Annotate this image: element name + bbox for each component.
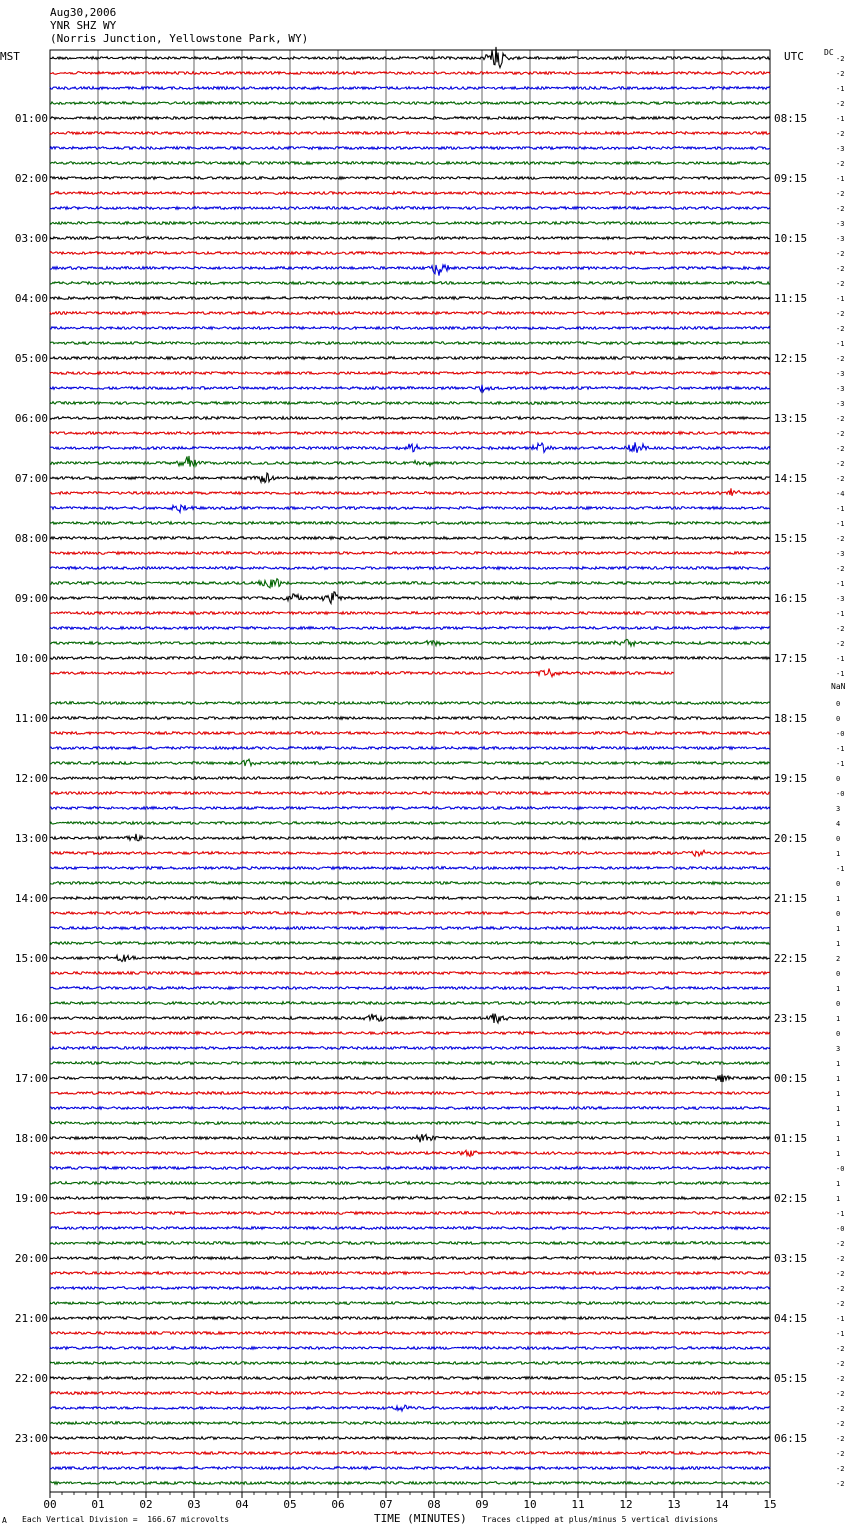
right-hour-label: 23:15 [774,1012,808,1025]
dc-offset-value: -2 [836,310,845,318]
right-hour-label: 02:15 [774,1192,808,1205]
dc-offset-value: -2 [836,355,845,363]
dc-offset-value: -2 [836,265,845,273]
seismic-trace [50,342,770,345]
seismic-trace [50,1014,770,1023]
footer-left-mark: A [2,1516,7,1525]
seismic-trace [50,639,770,646]
seismic-trace [50,222,770,225]
seismic-trace [50,592,770,604]
dc-offset-value: -2 [836,130,845,138]
dc-offset-value: 1 [836,1075,841,1083]
dc-offset-value: 0 [836,1030,841,1038]
x-tick-label: 08 [427,1498,441,1511]
dc-offset-value: 2 [836,955,841,963]
dc-offset-value: -2 [836,1375,845,1383]
seismic-trace [50,1257,770,1260]
dc-offset-value: -1 [836,670,845,678]
left-hour-label: 10:00 [14,652,48,665]
seismic-trace [50,867,770,870]
dc-offset-value: -2 [836,1270,845,1278]
left-hour-label: 07:00 [14,472,48,485]
seismic-trace [50,942,770,945]
left-hour-label: 06:00 [14,412,48,425]
seismic-trace [50,417,770,420]
dc-offset-value: -2 [836,1480,845,1488]
x-tick-label: 06 [331,1498,345,1511]
right-hour-label: 09:15 [774,172,808,185]
x-tick-label: 01 [91,1498,105,1511]
left-hour-label: 12:00 [14,772,48,785]
seismic-trace [50,850,770,856]
seismic-trace [50,552,770,555]
seismic-trace [50,702,770,705]
dc-offset-value: -1 [836,1330,845,1338]
seismic-trace [50,897,770,900]
dc-offset-value: -2 [836,55,845,63]
dc-offset-value: -2 [836,100,845,108]
footer-clip-note: Traces clipped at plus/minus 5 vertical divisions [482,1515,719,1524]
dc-offset-value: 1 [836,1060,841,1068]
dc-offset-value: -1 [836,295,845,303]
dc-offset-value: -2 [836,1390,845,1398]
seismic-trace [50,207,770,210]
dc-offset-value: 1 [836,1015,841,1023]
seismic-trace [50,1182,770,1185]
seismic-trace [50,265,770,276]
seismic-trace [50,612,770,615]
dc-offset-value: 0 [836,700,841,708]
dc-offset-value: -1 [836,760,845,768]
dc-offset-value: -2 [836,1345,845,1353]
dc-offset-value: 1 [836,1090,841,1098]
dc-offset-value: -3 [836,595,845,603]
right-hour-label: 17:15 [774,652,808,665]
dc-offset-value: 0 [836,1000,841,1008]
dc-offset-value: 3 [836,1045,841,1053]
x-tick-label: 02 [139,1498,153,1511]
x-tick-label: 05 [283,1498,297,1511]
dc-offset-value: 0 [836,835,841,843]
dc-offset-value: -2 [836,1405,845,1413]
dc-offset-value: -1 [836,745,845,753]
right-hour-label: 13:15 [774,412,808,425]
dc-offset-value: 1 [836,925,841,933]
dc-offset-value: -2 [836,205,845,213]
seismic-trace [50,1092,770,1095]
seismic-trace [50,505,770,512]
seismic-trace [50,1482,770,1485]
seismic-trace [50,385,770,392]
dc-offset-value: -2 [836,415,845,423]
left-hour-label: 16:00 [14,1012,48,1025]
seismic-trace [50,1167,770,1170]
dc-offset-value: -2 [836,1255,845,1263]
dc-offset-value: -2 [836,280,845,288]
dc-offset-value: -1 [836,340,845,348]
seismic-trace [50,1392,770,1395]
dc-offset-value: -3 [836,550,845,558]
dc-offset-value: -0 [836,730,845,738]
nan-offset-label: NaN [831,682,846,691]
left-hour-label: 14:00 [14,892,48,905]
x-tick-label: 00 [43,1498,57,1511]
seismic-trace [50,1347,770,1350]
seismic-trace [50,372,770,375]
left-hour-label: 09:00 [14,592,48,605]
plot-date: Aug30,2006 [50,6,117,19]
x-tick-label: 13 [667,1498,681,1511]
right-hour-label: 18:15 [774,712,808,725]
seismic-trace [50,912,770,915]
dc-offset-value: 1 [836,895,841,903]
seismic-trace [50,669,674,677]
dc-offset-value: -1 [836,115,845,123]
seismic-trace [50,297,770,300]
left-hour-label: 23:00 [14,1432,48,1445]
dc-offset-value: -2 [836,190,845,198]
seismic-trace [50,792,770,795]
right-hour-label: 16:15 [774,592,808,605]
dc-offset-value: 0 [836,970,841,978]
dc-offset-value: -2 [836,475,845,483]
seismic-trace [50,807,770,810]
seismic-trace [50,732,770,735]
seismic-trace [50,1134,770,1142]
seismic-trace [50,442,770,453]
dc-offset-value: 1 [836,1180,841,1188]
dc-offset-value: 0 [836,715,841,723]
seismic-trace [50,834,770,841]
dc-offset-value: -1 [836,865,845,873]
seismic-trace [50,282,770,285]
dc-offset-value: -2 [836,250,845,258]
seismic-trace [50,522,770,525]
seismic-trace [50,357,770,360]
dc-offset-value: 1 [836,940,841,948]
seismic-trace [50,627,770,630]
left-hour-label: 03:00 [14,232,48,245]
seismic-trace [50,987,770,990]
dc-offset-value: -2 [836,445,845,453]
right-hour-label: 00:15 [774,1072,808,1085]
seismic-trace [50,1452,770,1455]
dc-offset-value: -3 [836,400,845,408]
seismic-trace [50,1405,770,1411]
dc-offset-value: -2 [836,535,845,543]
dc-offset-value: -2 [836,1465,845,1473]
dc-offset-value: -0 [836,1165,845,1173]
dc-offset-value: -1 [836,520,845,528]
left-hour-label: 13:00 [14,832,48,845]
seismic-trace [50,1302,770,1305]
seismic-trace [50,1467,770,1470]
left-timezone-label: MST [0,50,20,63]
seismic-trace [50,1002,770,1005]
x-tick-label: 14 [715,1498,729,1511]
dc-offset-value: -1 [836,505,845,513]
right-hour-label: 21:15 [774,892,808,905]
seismic-trace [50,1197,770,1200]
seismic-trace [50,1287,770,1290]
footer-scale-note: Each Vertical Division = 166.67 microvolts [22,1515,230,1524]
left-hour-label: 04:00 [14,292,48,305]
plot-frame [50,50,770,1492]
seismic-trace [50,1212,770,1215]
seismic-trace [50,1047,770,1050]
dc-offset-value: -1 [836,610,845,618]
x-tick-label: 10 [523,1498,537,1511]
seismic-trace [50,1422,770,1425]
dc-offset-value: -2 [836,70,845,78]
dc-offset-value: -2 [836,160,845,168]
seismic-trace [50,1362,770,1365]
seismic-trace [50,972,770,975]
seismic-trace [50,955,770,962]
dc-offset-value: -2 [836,1420,845,1428]
seismic-trace [50,1107,770,1110]
seismic-trace [50,72,770,75]
seismic-trace [50,473,770,483]
right-hour-label: 05:15 [774,1372,808,1385]
dc-offset-value: 1 [836,1150,841,1158]
dc-offset-value: -2 [836,1435,845,1443]
right-hour-label: 01:15 [774,1132,808,1145]
right-hour-label: 15:15 [774,532,808,545]
dc-offset-value: -2 [836,565,845,573]
right-hour-label: 08:15 [774,112,808,125]
seismic-trace [50,117,770,120]
dc-offset-value: -1 [836,1210,845,1218]
left-hour-label: 02:00 [14,172,48,185]
dc-offset-value: -2 [836,1240,845,1248]
seismic-trace [50,252,770,255]
seismic-trace [50,1062,770,1065]
dc-offset-value: 1 [836,1120,841,1128]
dc-offset-value: 0 [836,880,841,888]
dc-offset-value: 3 [836,805,841,813]
right-hour-label: 12:15 [774,352,808,365]
dc-offset-value: -2 [836,1300,845,1308]
dc-offset-value: -0 [836,790,845,798]
seismic-trace [50,488,770,496]
x-tick-label: 12 [619,1498,633,1511]
seismic-trace [50,1227,770,1230]
left-hour-label: 15:00 [14,952,48,965]
right-hour-label: 10:15 [774,232,808,245]
right-hour-label: 04:15 [774,1312,808,1325]
dc-offset-value: -2 [836,1360,845,1368]
left-hour-label: 11:00 [14,712,48,725]
seismic-trace [50,1317,770,1320]
seismic-trace [50,327,770,330]
seismic-trace [50,147,770,150]
right-hour-label: 06:15 [774,1432,808,1445]
seismic-trace [50,717,770,720]
seismic-trace [50,402,770,405]
dc-offset-value: -3 [836,145,845,153]
seismic-trace [50,777,770,780]
seismic-trace [50,1242,770,1245]
left-hour-label: 08:00 [14,532,48,545]
seismic-trace [50,567,770,570]
seismic-trace [50,1074,770,1082]
right-hour-label: 14:15 [774,472,808,485]
dc-offset-value: 1 [836,985,841,993]
seismic-trace [50,102,770,105]
seismic-trace [50,237,770,240]
seismic-trace [50,456,770,467]
left-hour-label: 22:00 [14,1372,48,1385]
seismic-trace [50,657,770,660]
seismic-trace [50,579,770,588]
right-hour-label: 19:15 [774,772,808,785]
dc-offset-value: -2 [836,625,845,633]
station-code: YNR SHZ WY [50,19,117,32]
seismic-trace [50,192,770,195]
dc-offset-value: 1 [836,1135,841,1143]
dc-offset-value: -3 [836,235,845,243]
dc-offset-value: -2 [836,460,845,468]
x-axis-label: TIME (MINUTES) [374,1512,467,1525]
dc-offset-value: -3 [836,370,845,378]
dc-offset-value: -3 [836,220,845,228]
dc-offset-value: -2 [836,325,845,333]
seismic-trace [50,162,770,165]
left-hour-label: 05:00 [14,352,48,365]
dc-offset-header: DC [824,48,834,57]
station-location: (Norris Junction, Yellowstone Park, WY) [50,32,309,45]
dc-offset-value: -2 [836,430,845,438]
dc-offset-value: -1 [836,1315,845,1323]
seismic-trace [50,1377,770,1380]
dc-offset-value: -1 [836,655,845,663]
left-hour-label: 21:00 [14,1312,48,1325]
dc-offset-value: -2 [836,1450,845,1458]
seismic-trace [50,312,770,315]
dc-offset-value: -3 [836,385,845,393]
seismic-trace [50,1272,770,1275]
left-hour-label: 20:00 [14,1252,48,1265]
dc-offset-value: -0 [836,1225,845,1233]
x-tick-label: 11 [571,1498,585,1511]
seismic-trace [50,882,770,885]
x-tick-label: 03 [187,1498,201,1511]
dc-offset-value: 0 [836,910,841,918]
x-tick-label: 04 [235,1498,249,1511]
right-hour-label: 11:15 [774,292,808,305]
seismic-trace [50,1437,770,1440]
x-tick-label: 15 [763,1498,777,1511]
x-tick-label: 07 [379,1498,393,1511]
right-hour-label: 22:15 [774,952,808,965]
seismic-trace [50,1032,770,1035]
dc-offset-value: 4 [836,820,841,828]
dc-offset-value: 1 [836,1195,841,1203]
seismic-trace [50,177,770,180]
dc-offset-value: -1 [836,85,845,93]
dc-offset-value: -2 [836,640,845,648]
left-hour-label: 17:00 [14,1072,48,1085]
seismic-trace [50,927,770,930]
seismic-trace [50,432,770,435]
dc-offset-value: -1 [836,175,845,183]
left-hour-label: 19:00 [14,1192,48,1205]
dc-offset-value: 0 [836,775,841,783]
dc-offset-value: -1 [836,580,845,588]
seismic-trace [50,759,770,766]
dc-offset-value: -4 [836,490,845,498]
left-hour-label: 01:00 [14,112,48,125]
seismic-trace [50,822,770,825]
left-hour-label: 18:00 [14,1132,48,1145]
seismic-trace [50,87,770,90]
seismic-trace [50,747,770,750]
seismic-trace [50,1150,770,1156]
right-timezone-label: UTC [784,50,804,63]
dc-offset-value: 1 [836,1105,841,1113]
right-hour-label: 03:15 [774,1252,808,1265]
seismic-trace [50,132,770,135]
dc-offset-value: -2 [836,1285,845,1293]
x-tick-label: 09 [475,1498,489,1511]
right-hour-label: 20:15 [774,832,808,845]
seismic-trace [50,1122,770,1125]
seismic-trace [50,1332,770,1335]
dc-offset-value: 1 [836,850,841,858]
seismic-trace [50,537,770,540]
